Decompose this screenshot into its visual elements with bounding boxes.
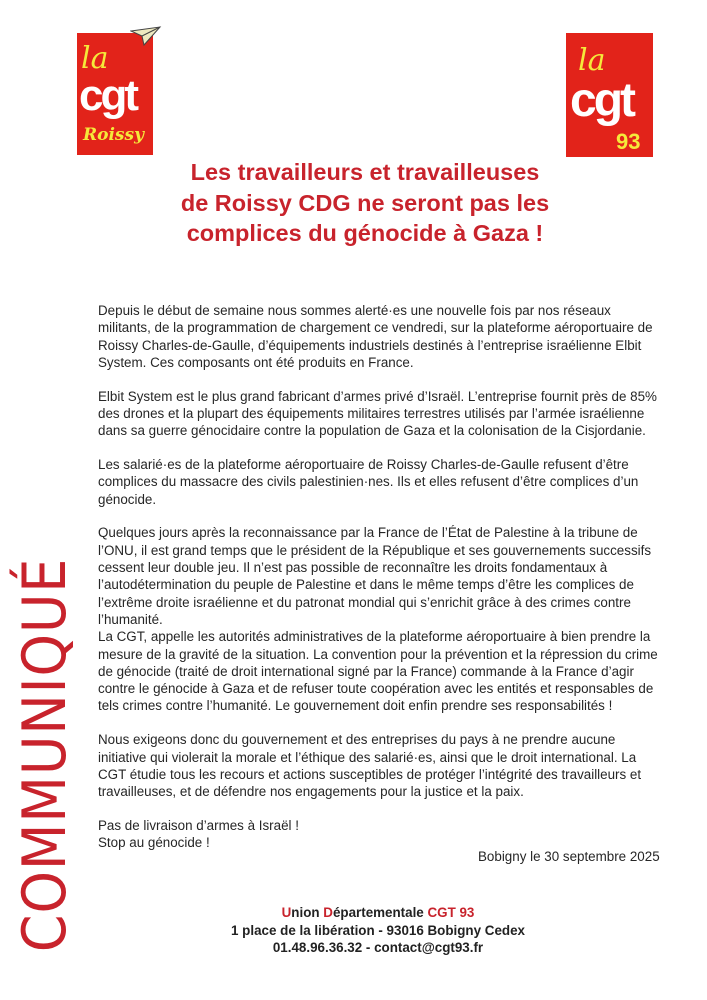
- logo-la-text: la: [81, 41, 109, 76]
- text-line: CGT étudie tous les recours et actions susceptibles de protéger l’intégrité des travailleurs et: [98, 766, 642, 782]
- org-cgt: CGT 93: [427, 905, 475, 920]
- text-line: Nous exigeons donc du gouvernement et des entreprises du pays à ne prendre aucune: [98, 732, 616, 748]
- text-line: des drones et la plupart des équipements militaires terrestres utilisés par l’armée israélienne: [98, 405, 645, 421]
- org-text: nion: [291, 905, 324, 920]
- text-line: Depuis le début de semaine nous sommes alerté·es une nouvelle fois par nos réseaux: [98, 303, 611, 318]
- date-line: Bobigny le 30 septembre 2025: [478, 849, 660, 864]
- text-line: cessent leur double jeu. Il n’est pas possible de reconnaître les droits fondamentaux à: [98, 560, 608, 576]
- text-line: Stop au génocide !: [98, 835, 210, 851]
- text-line: Roissy Charles-de-Gaulle, d’équipements industriels destinés à l’entreprise israélienne Elbit: [98, 337, 642, 353]
- text-line: Elbit System est le plus grand fabricant d’armes privé d’Israël. L’entreprise fournit près de 85%: [98, 388, 657, 404]
- page-title: [150, 157, 580, 249]
- text-line: contre le génocide à Gaza et de refuser toute coopération avec les entités et responsables de: [98, 681, 654, 697]
- text-line: Quelques jours après la reconnaissance par la France de l’État de Palestine à la tribune de: [98, 525, 638, 541]
- text-line: Les salarié·es de la plateforme aéroportuaire de Roissy Charles-de-Gaulle refusent d’être: [98, 457, 629, 473]
- text-line: tels crimes contre l’humanité. Le gouvernement doit enfin prendre ses responsabilités !: [98, 698, 613, 714]
- text-line: initiative qui violerait la morale et l’éthique des salarié·es, ainsi que le droit international. La: [98, 749, 637, 765]
- org-text: épartementale: [332, 905, 428, 920]
- text-line: La CGT, appelle les autorités administratives de la plateforme aéroportuaire à bien prendre la: [98, 629, 651, 645]
- text-line: l’ONU, il est grand temps que le président de la République et ses gouvernements successifs: [98, 542, 652, 558]
- paragraph: [98, 817, 678, 852]
- paragraph: [98, 388, 678, 440]
- org-initial: U: [281, 905, 292, 920]
- paragraph: [98, 302, 678, 371]
- text-line: l’humanité.: [98, 611, 163, 627]
- text-line: dans sa guerre génocidaire contre la population de Gaza et la colonisation de la Cisjordanie.: [98, 423, 646, 439]
- text-line: militants, de la programmation de chargement ce vendredi, sur la plateforme aéroportuaire de: [98, 320, 653, 336]
- paragraph: [98, 524, 678, 628]
- cgt-roissy-logo: [77, 33, 153, 155]
- paragraph: [98, 628, 678, 714]
- logo-sub-text: 93: [616, 129, 641, 154]
- text-line: de génocide (traité de droit international signé par la France) commande à la France d’agir: [98, 663, 634, 679]
- text-line: mesure de la gravité de la situation. La convention pour la prévention et la répression du crime: [98, 646, 658, 662]
- text-line: System. Ces composants ont été produits en France.: [98, 354, 414, 370]
- title-line: complices du génocide à Gaza !: [186, 220, 544, 246]
- contact: 01.48.96.36.32 - contact@cgt93.fr: [272, 940, 484, 955]
- text-line: génocide.: [98, 491, 157, 507]
- address: 1 place de la libération - 93016 Bobigny Cedex: [231, 922, 525, 938]
- paragraph: [98, 456, 678, 508]
- communique-body: [98, 302, 678, 868]
- text-line: Pas de livraison d’armes à Israël !: [98, 817, 299, 833]
- paragraph: [98, 731, 678, 800]
- title-line: de Roissy CDG ne seront pas les: [180, 189, 550, 216]
- logo-sub-text: Roissy: [83, 125, 144, 145]
- text-line: travailleuses, et de défendre nos engagements pour la justice et la paix.: [98, 784, 524, 800]
- org-name: [180, 904, 576, 922]
- logo-la-text: la: [578, 43, 606, 78]
- logo-cgt-text: cgt: [79, 71, 136, 120]
- footer-contact: [180, 904, 576, 957]
- title-line: Les travailleurs et travailleuses: [190, 159, 540, 185]
- logo-cgt-text: cgt: [570, 74, 633, 127]
- paper-plane-icon: [130, 25, 162, 47]
- communique-side-label: COMMUNIQUÉ: [10, 557, 80, 953]
- text-line: l’autodétermination du peuple de Palestine et dans le même temps d’être les complices de: [98, 577, 634, 593]
- org-initial: D: [323, 905, 333, 920]
- text-line: complices du massacre des civils palestinien·nes. Ils et elles refusent d’être complices d’un: [98, 474, 639, 490]
- cgt-93-logo: [566, 33, 653, 157]
- text-line: l’extrême droite israélienne et du patronat mondial qui s’enrichit grâce à des crimes contre: [98, 594, 631, 610]
